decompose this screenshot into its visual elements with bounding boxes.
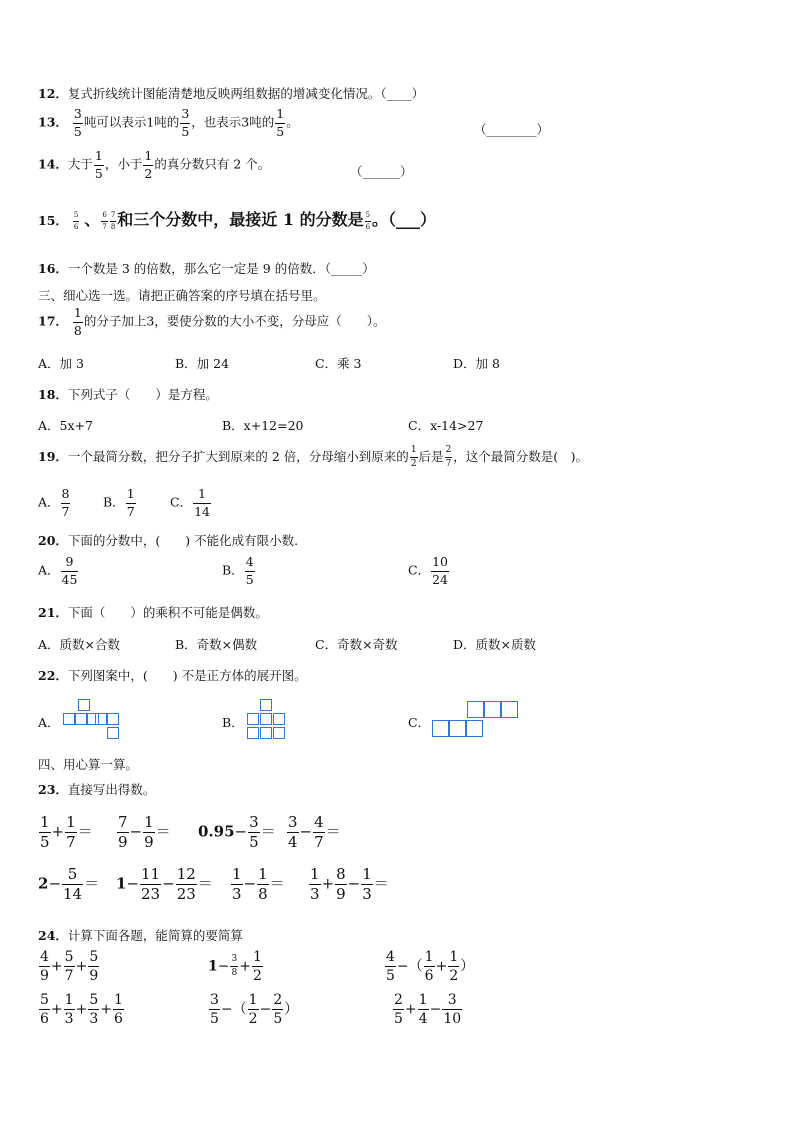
question-number: 17．	[38, 313, 68, 329]
math-expression: $\frac{4}{5}$ −（ $\frac{1}{6}$ + $\frac{1}{2}$ ）	[386, 949, 475, 984]
question-text: 。	[286, 114, 299, 130]
question-text: 一个最简分数，把分子扩大到原来的 2 倍，分母缩小到原来的	[67, 449, 409, 464]
question-22	[38, 666, 307, 684]
option-b[interactable]: B． $\frac{4}{5}$	[222, 554, 254, 587]
answer-blank[interactable]: （______）	[350, 164, 413, 179]
fraction: $\frac{1}{7}$	[126, 486, 135, 519]
math-expression: $\frac{4}{9}$ + $\frac{5}{7}$ + $\frac{5}{9}$	[40, 949, 99, 984]
option-a[interactable]: A．	[38, 715, 60, 730]
question-number: 18．	[38, 387, 68, 402]
question-13	[38, 108, 299, 138]
question-number: 15．	[38, 213, 68, 228]
fraction: $\frac{1}{2}$	[410, 445, 417, 469]
question-number: 19．	[38, 449, 68, 464]
option-b[interactable]: B．加 24	[175, 356, 230, 371]
net-square	[260, 699, 272, 711]
option-a[interactable]: A． $\frac{9}{45}$	[38, 554, 78, 587]
question-number: 21．	[38, 605, 68, 620]
fraction: $\frac{5}{6}$	[365, 211, 371, 231]
fraction: $\frac{1}{8}$	[73, 305, 82, 338]
fraction: $\frac{7}{8}$	[110, 211, 116, 231]
question-text: ，小于	[104, 156, 143, 172]
question-text: 下列图案中，( ) 不是正方体的展开图。	[67, 668, 307, 683]
math-expression: $\frac{2}{5}$ + $\frac{1}{4}$ − $\frac{3}{10}$	[394, 992, 462, 1027]
question-24	[38, 926, 243, 944]
option-a[interactable]: A．质数×合数	[38, 637, 121, 652]
net-square	[63, 713, 75, 725]
net-square	[501, 701, 518, 718]
section-heading: 三、细心选一选。请把正确答案的序号填在括号里。	[38, 288, 326, 303]
net-square	[466, 720, 483, 737]
net-square	[432, 720, 449, 737]
question-text: 下面（ ）的乘积不可能是偶数。	[67, 605, 268, 620]
math-expression: $\frac{1}{5}$ + $\frac{1}{7}$ ＝	[40, 813, 93, 851]
math-expression: 0.95− $\frac{3}{5}$ ＝	[198, 813, 276, 851]
net-square	[273, 727, 285, 739]
math-expression: $\frac{7}{9}$ − $\frac{1}{9}$ ＝	[118, 813, 171, 851]
option-a[interactable]: A．5x+7	[38, 418, 93, 433]
question-19	[38, 446, 588, 469]
question-number: 14．	[38, 156, 68, 172]
fraction: $\frac{9}{45}$	[61, 554, 78, 587]
question-number: 20．	[38, 533, 68, 548]
question-text: 的真分数只有 2 个。	[154, 156, 271, 172]
option-c[interactable]: C． $\frac{10}{24}$	[408, 554, 448, 587]
question-text: 下列式子（ ）是方程。	[67, 387, 218, 402]
net-square	[247, 727, 259, 739]
fraction: $\frac{1}{2}$	[144, 148, 153, 181]
net-square	[107, 727, 119, 739]
net-square	[75, 713, 87, 725]
question-21	[38, 603, 268, 621]
net-square	[95, 713, 107, 725]
math-expression: $\frac{5}{6}$ + $\frac{1}{3}$ + $\frac{5}{3}$ + $\frac{1}{6}$	[40, 992, 123, 1027]
question-text: 直接写出得数。	[67, 782, 156, 797]
question-15	[38, 207, 436, 231]
math-expression: 1− $\frac{3}{8}$ + $\frac{1}{2}$	[208, 949, 262, 984]
question-20	[38, 531, 298, 549]
net-square	[260, 727, 272, 739]
question-text: 和三个分数中，最接近 1 的分数是	[117, 210, 364, 229]
question-text: 计算下面各题，能简算的要简算	[67, 928, 243, 943]
net-square	[449, 720, 466, 737]
option-c[interactable]: C． $\frac{1}{14}$	[170, 486, 210, 519]
question-text: 吨可以表示1吨的	[83, 114, 180, 130]
question-number: 16．	[38, 261, 68, 276]
fraction: $\frac{3}{5}$	[73, 106, 82, 139]
net-square	[107, 713, 119, 725]
question-number: 22．	[38, 668, 68, 683]
math-expression: $\frac{1}{3}$ − $\frac{1}{8}$ ＝	[232, 865, 285, 903]
question-text: 大于	[67, 156, 93, 172]
fraction: $\frac{8}{7}$	[61, 486, 70, 519]
question-text: 。（___）	[372, 210, 437, 229]
question-text: 复式折线统计图能清楚地反映两组数据的增减变化情况。（____）	[67, 86, 425, 101]
fraction: $\frac{3}{5}$	[181, 106, 190, 139]
option-a[interactable]: A． $\frac{8}{7}$	[38, 486, 70, 519]
fraction: $\frac{2}{7}$	[445, 445, 452, 469]
question-text: 后是	[418, 449, 444, 464]
fraction: $\frac{1}{5}$	[94, 148, 103, 181]
fraction: $\frac{10}{24}$	[432, 554, 448, 587]
fraction: $\frac{4}{5}$	[245, 554, 254, 587]
net-square	[78, 699, 90, 711]
option-b[interactable]: B． $\frac{1}{7}$	[103, 486, 135, 519]
question-number: 13．	[38, 114, 68, 130]
question-14	[38, 150, 270, 180]
question-text: ，这个最简分数是( )。	[453, 449, 589, 464]
section-heading: 四、用心算一算。	[38, 757, 139, 772]
question-text: 一个数是 3 的倍数，那么它一定是 9 的倍数．（_____）	[67, 261, 375, 276]
question-number: 12．	[38, 86, 68, 101]
option-c[interactable]: C．乘 3	[315, 356, 362, 371]
question-number: 24．	[38, 928, 68, 943]
fraction: $\frac{6}{7}$	[102, 211, 107, 231]
question-16	[38, 259, 375, 277]
question-17	[38, 307, 386, 337]
question-text: ，也表示3吨的	[191, 114, 275, 130]
answer-blank[interactable]: （________）	[474, 122, 550, 137]
math-expression: $\frac{3}{4}$ − $\frac{4}{7}$ ＝	[288, 813, 341, 851]
question-23	[38, 780, 155, 798]
option-a[interactable]: A．加 3	[38, 356, 84, 371]
option-d[interactable]: D．加 8	[453, 356, 500, 371]
math-expression: 2− $\frac{5}{14}$ ＝	[38, 865, 100, 903]
net-square	[484, 701, 501, 718]
math-expression: $\frac{1}{3}$ + $\frac{8}{9}$ − $\frac{1}{3}$ ＝	[310, 865, 389, 903]
net-square	[247, 713, 259, 725]
net-square	[467, 701, 484, 718]
option-b[interactable]: B．	[222, 715, 244, 730]
math-expression: 1− $\frac{11}{23}$ − $\frac{12}{23}$ ＝	[116, 865, 213, 903]
question-text: 、	[84, 210, 101, 229]
question-text: 的分子加上3，要使分数的大小不变，分母应（ ）。	[83, 313, 386, 329]
option-d[interactable]: D．质数×质数	[453, 637, 536, 652]
question-number: 23．	[38, 782, 68, 797]
option-c[interactable]: C．	[408, 715, 431, 730]
fraction: $\frac{5}{6}$	[73, 211, 79, 231]
option-b[interactable]: B．x+12=20	[222, 418, 304, 433]
question-text: 下面的分数中，( ) 不能化成有限小数.	[67, 533, 299, 548]
option-c[interactable]: C．奇数×奇数	[315, 637, 398, 652]
option-b[interactable]: B．奇数×偶数	[175, 637, 258, 652]
question-12	[38, 84, 424, 102]
fraction: $\frac{1}{5}$	[276, 106, 285, 139]
option-c[interactable]: C．x-14>27	[408, 418, 484, 433]
question-18	[38, 385, 218, 403]
fraction: $\frac{1}{14}$	[194, 486, 210, 519]
math-expression: $\frac{3}{5}$ −（ $\frac{1}{2}$ − $\frac{2}{5}$ ）	[210, 992, 299, 1027]
net-square	[273, 713, 285, 725]
net-square	[260, 713, 272, 725]
